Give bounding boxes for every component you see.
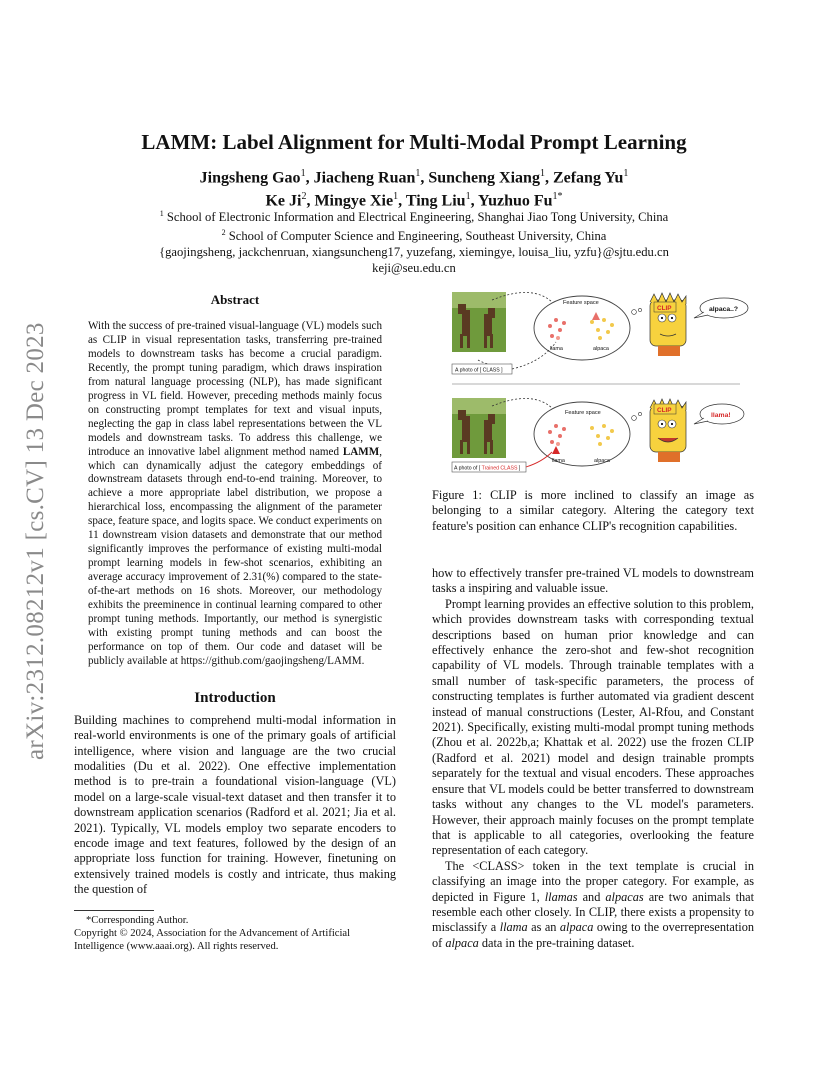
figure-1 [432,290,754,480]
text-run: data in the pre-training dataset. [478,935,635,950]
abstract-part: , which can dynamically adjust the category embeddings of downstream datasets through end-to-end training. Moreover, to achieve a more appropriate label distribution, we propose a hierarchical loss, encompassing the alignment of the parameter space, feature space, and logits space. We conduct experiments on 11 downstream vision datasets and demonstrate that our method significantly improves the performance of existing multi-modal prompt learning models in few-shot scenarios, exhibiting an average accuracy improvement of 2.31(%) compared to the state-of-the-art methods on 16 shots. Moreover, our methodology exhibits the preeminence in continual learning compared to other prompt tuning methods. Importantly, our method is synergistic with existing prompt tuning methods and can boost the performance on top of them. Our code and dataset will be publicly available at https://github.com/gaojingsheng/LAMM. [88,445,382,667]
speech-text-top: alpaca..? [709,306,739,313]
author-affil-mark: 1 [623,168,629,179]
italic-term: llamas [544,889,578,904]
affil-mark: 1 [159,209,164,218]
author-name: Zefang Yu [552,169,624,187]
author-affil-mark: 1 [465,191,471,203]
method-name: LAMM [342,445,380,458]
footnote-divider [74,910,154,911]
llama-label-bottom: llama [552,458,565,464]
continued-paragraph: how to effectively transfer pre-trained VL models to downstream tasks a inspiring and valuable issue. [432,566,754,596]
prompt-text-top: A photo of [ CLASS ] [455,367,503,374]
author-affil-mark: 2 [301,191,307,203]
introduction-paragraph: Building machines to comprehend multi-modal information in real-world environments is one of the primary goals of artificial intelligence, where vision and language are the two crucial modalities (Du et al. 2022). One effective implementation method is to pre-train a foundational vision-language (VL) model on a large-scale visual-text dataset and then transfer it to downstream application scenarios (Radford et al. 2021; Jia et al. 2021). Typically, VL models employ two separate encoders to encode image and text features, followed by the design of an appropriate loss function for training. However, finetuning on extensively trained models is costly and intricate, thus making the question of [74,712,396,897]
feature-space-label-bottom: Feature space [565,410,601,416]
prompt-text-bottom: A photo of [ Trained CLASS ] [454,465,521,472]
alpaca-label-bottom: alpaca [594,458,610,464]
author-affil-mark: 1 [393,191,399,203]
left-column [74,292,396,898]
figure-1-caption: Figure 1: CLIP is more inclined to classify an image as belonging to a similar category. Altering the category text feature's position can enhance CLIP's recognition capabilities. [432,488,754,533]
alpaca-label-top: alpaca [593,346,609,352]
text-run: as an [527,920,560,935]
affiliations [74,206,754,276]
bottom-panel [452,398,744,472]
top-panel [452,292,748,374]
abstract-heading: Abstract [210,292,260,307]
affil-mark: 2 [221,228,226,238]
author-name: Jingsheng Gao [199,169,301,187]
affiliation-1 [74,206,754,225]
italic-term: alpacas [605,889,644,904]
llama-label-top: llama [550,346,563,352]
abstract-part: With the success of pre-trained visual-language (VL) models such as CLIP in visual representation tasks, transferring pre-trained models to downstream tasks has become a crucial paradigm. Recently, the prompt tuning paradigm, which draws inspiration from natural language processing (NLP), has made significant progress in VL field. However, preceding methods mainly focus on constructing prompt templates for text and visual inputs, neglecting the gap in class label representations between the VL models and downstream tasks. To address this challenge, we introduce an innovative label alignment method named [88,320,382,458]
clip-label-top: CLIP [657,305,672,312]
author-name: Ke Ji [265,192,302,210]
italic-term: llama [499,920,528,935]
author-line-1: Jingsheng Gao$^1$, Jiacheng Ruan$^1$, Suncheng Xiang$^1$, Zefang Yu$^1$ [199,168,629,187]
author-list [74,164,754,211]
abstract-text [74,320,396,669]
text-run: are two animals that resemble each other closely. In CLIP, there exists a propensity to misclassify a [432,889,755,935]
affiliation-text: School of Electronic Information and Electrical Engineering, Shanghai Jiao Tong University, China [166,210,669,225]
author-name: Yuzhuo Fu [477,192,553,210]
prompt-learning-paragraph: Prompt learning provides an effective solution to this problem, which provides downstream tasks with corresponding textual descriptions based on human prior knowledge and can effectively enhance the zero-shot and few-shot recognition capability of VL models. Through trainable templates with a small number of task-specific parameters, the process of constructing templates is further automated via gradient descent instead of manual constructions (Lester, Al-Rfou, and Constant 2021). Specifically, existing multi-modal prompt tuning methods (Zhou et al. 2022b,a; Khattak et al. 2022) use the frozen CLIP (Radford et al. 2021) model and design trainable prompts separately for the textual and visual encoders. These approaches ensure that VL models could be better transferred to downstream tasks without any changes to the VL model's parameters. However, their approach mainly focuses on the prompt template that is applicable to all categories, overlooking the feature representation of each category. [432,596,754,858]
author-line-2: Ke Ji$^2$, Mingye Xie$^1$, Ting Liu$^1$, Yuzhuo $Fu^{1*}$ [265,191,563,210]
affiliation-text: School of Computer Science and Engineering, Southeast University, China [228,229,607,244]
author-affil-mark: 1* [552,191,563,203]
italic-term: alpaca [559,920,594,935]
text-run: The <CLASS> token in the text template is crucial in classifying an image into the proper category. For example, as depicted in Figure 1, [432,858,754,904]
class-token-paragraph [432,859,754,951]
clip-label-bottom: CLIP [657,407,672,414]
paper-title: LAMM: Label Alignment for Multi-Modal Prompt Learning [141,130,687,154]
affiliation-2 [74,225,754,244]
text-run: and [577,889,606,904]
figure-1-illustration [432,290,754,480]
introduction-heading: Introduction [194,689,276,706]
feature-space-label-top: Feature space [563,300,599,306]
corresponding-author-note: *Corresponding Author. [86,915,189,926]
author-affil-mark: 1 [539,168,545,179]
author-email-2[interactable]: keji@seu.edu.cn [372,261,456,276]
copyright-note: Copyright © 2024, Association for the Advancement of Artificial Intelligence (www.aaai.org). All rights reserved. [74,928,351,952]
author-affil-mark: 1 [415,168,421,179]
right-column [432,566,754,951]
speech-text-bottom: llama! [711,412,731,419]
italic-term: alpaca [445,935,479,950]
author-name: Suncheng Xiang [428,169,540,187]
footnotes [74,914,396,953]
author-name: Mingye Xie [314,192,394,210]
author-affil-mark: 1 [300,168,306,179]
text-run: owing to the overrepresentation of [432,920,754,950]
author-name: Jiacheng Ruan [313,169,416,187]
author-emails[interactable]: {gaojingsheng, jackchenruan, xiangsuncheng17, yuzefang, xiemingye, louisa_liu, yzfu}@sjtu.edu.cn [159,245,669,260]
arxiv-identifier[interactable]: arXiv:2312.08212v1 [cs.CV] 13 Dec 2023 [22,322,49,760]
author-name: Ting Liu [405,192,466,210]
